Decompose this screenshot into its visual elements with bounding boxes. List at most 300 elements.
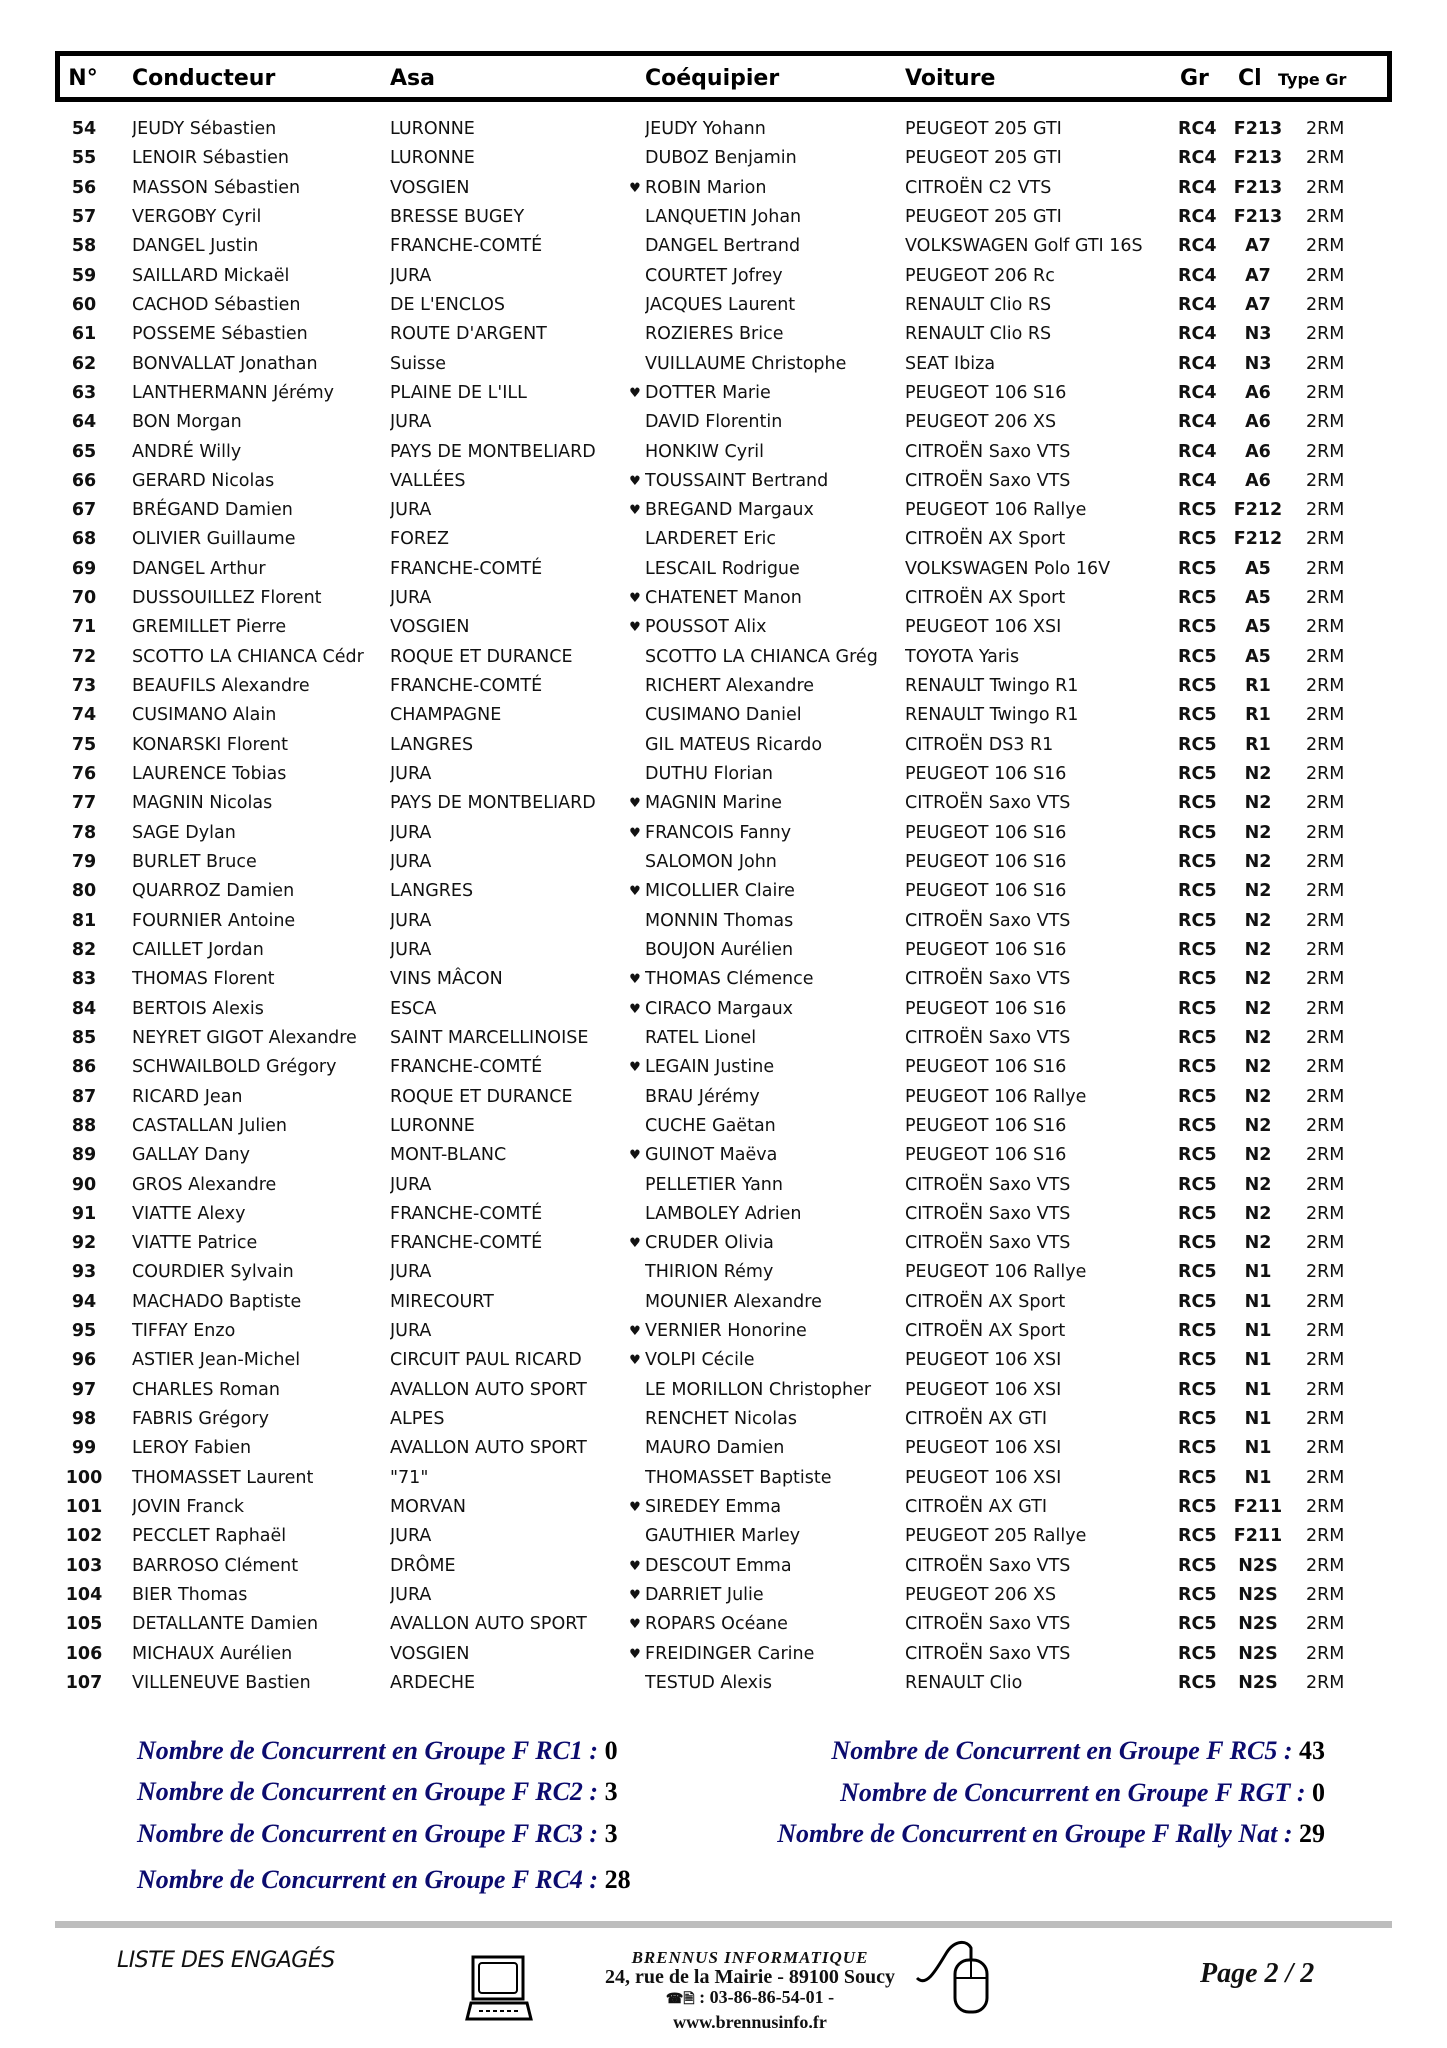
class: N2	[1244, 793, 1272, 814]
table-row	[0, 1669, 1447, 1698]
asa-name: ROQUE ET DURANCE	[390, 1086, 573, 1107]
driver-name: BON Morgan	[132, 412, 242, 433]
entry-number: 68	[71, 529, 97, 550]
type-gr: 2RM	[1306, 1145, 1345, 1166]
codriver-name: DUTHU Florian	[645, 764, 774, 785]
table-header	[55, 51, 1392, 102]
car-model: PEUGEOT 106 S16	[905, 1145, 1067, 1166]
driver-name: BONVALLAT Jonathan	[132, 353, 318, 374]
group: RC5	[1178, 1614, 1217, 1635]
group: RC4	[1178, 148, 1217, 169]
class: F213	[1233, 148, 1283, 169]
codriver-name: VUILLAUME Christophe	[645, 353, 847, 374]
codriver-name: DAVID Florentin	[645, 412, 783, 433]
car-model: PEUGEOT 106 Rallye	[905, 1262, 1087, 1283]
driver-name: LEROY Fabien	[132, 1438, 252, 1459]
group: RC4	[1178, 324, 1217, 345]
car-model: PEUGEOT 106 S16	[905, 1057, 1067, 1078]
entry-number: 97	[71, 1379, 97, 1400]
codriver-name: DANGEL Bertrand	[645, 236, 801, 257]
summary-value: 3	[604, 1819, 618, 1848]
asa-name: PAYS DE MONTBELIARD	[390, 441, 596, 462]
type-gr: 2RM	[1306, 1350, 1345, 1371]
class: F213	[1233, 119, 1283, 139]
codriver-name: DESCOUT Emma	[645, 1555, 792, 1576]
table-row	[0, 1405, 1447, 1434]
asa-name: AVALLON AUTO SPORT	[390, 1379, 587, 1400]
table-row	[0, 1610, 1447, 1639]
group: RC4	[1178, 206, 1217, 227]
codriver-name: LARDERET Eric	[645, 529, 777, 550]
codriver-name: CUCHE Gaëtan	[645, 1115, 776, 1136]
class: N2	[1244, 1233, 1272, 1254]
table-row	[0, 408, 1447, 437]
class: N1	[1244, 1262, 1272, 1283]
car-model: PEUGEOT 106 XSI	[905, 617, 1062, 638]
car-model: PEUGEOT 106 S16	[905, 939, 1067, 960]
type-gr: 2RM	[1306, 1467, 1345, 1488]
group: RC5	[1178, 852, 1217, 872]
table-row	[0, 1229, 1447, 1258]
class: F212	[1233, 500, 1283, 521]
class: N3	[1244, 353, 1272, 374]
driver-name: LAURENCE Tobias	[132, 764, 287, 785]
type-gr: 2RM	[1306, 1672, 1345, 1693]
table-row	[0, 1288, 1447, 1317]
codriver-name: LANQUETIN Johan	[645, 206, 802, 227]
type-gr: 2RM	[1306, 1174, 1345, 1195]
car-model: PEUGEOT 106 S16	[905, 822, 1067, 843]
entry-number: 65	[71, 441, 97, 462]
class: N1	[1244, 1321, 1272, 1342]
class: N2	[1244, 1145, 1272, 1166]
car-model: RENAULT Twingo R1	[905, 676, 1079, 697]
group: RC5	[1178, 588, 1217, 609]
entry-number: 73	[71, 676, 97, 697]
car-model: PEUGEOT 106 S16	[905, 881, 1067, 902]
class: A6	[1245, 382, 1271, 403]
table-row	[0, 1171, 1447, 1200]
class: N2	[1244, 1057, 1272, 1078]
codriver-name: BRAU Jérémy	[645, 1086, 760, 1107]
asa-name: LANGRES	[390, 881, 474, 902]
summary-label: Nombre de Concurrent en Groupe F RC4 :	[137, 1865, 599, 1894]
table-row	[0, 379, 1447, 408]
group: RC5	[1178, 1057, 1217, 1078]
class: N2	[1244, 939, 1272, 960]
entry-number: 64	[71, 412, 97, 433]
type-gr: 2RM	[1306, 119, 1345, 139]
heart-icon: ♥	[629, 1617, 641, 1633]
group: RC5	[1178, 1467, 1217, 1488]
codriver-name: GUINOT Maëva	[645, 1145, 778, 1166]
table-row	[0, 438, 1447, 467]
codriver-name: THIRION Rémy	[645, 1262, 774, 1283]
class: N2S	[1238, 1555, 1278, 1576]
asa-name: FRANCHE-COMTÉ	[390, 1057, 543, 1078]
group: RC5	[1178, 500, 1217, 521]
driver-name: LENOIR Sébastien	[132, 148, 289, 169]
asa-name: VALLÉES	[390, 470, 466, 491]
asa-name: ARDECHE	[390, 1672, 476, 1693]
header-codriver: Coéquipier	[645, 66, 780, 91]
entry-number: 55	[71, 148, 97, 169]
driver-name: MASSON Sébastien	[132, 177, 301, 198]
asa-name: FOREZ	[390, 529, 450, 550]
class: N2	[1244, 881, 1272, 902]
asa-name: CIRCUIT PAUL RICARD	[390, 1350, 582, 1371]
asa-name: MIRECOURT	[390, 1291, 494, 1312]
entry-number: 58	[71, 236, 97, 257]
group: RC5	[1178, 1321, 1217, 1342]
group: RC4	[1178, 119, 1217, 139]
group: RC5	[1178, 1203, 1217, 1224]
table-row	[0, 320, 1447, 349]
type-gr: 2RM	[1306, 1321, 1345, 1342]
table-row	[0, 144, 1447, 173]
table-row	[0, 1258, 1447, 1287]
car-model: PEUGEOT 205 GTI	[905, 119, 1062, 139]
car-model: PEUGEOT 106 S16	[905, 382, 1067, 403]
group: RC5	[1178, 793, 1217, 814]
driver-name: GALLAY Dany	[132, 1145, 250, 1166]
table-row	[0, 643, 1447, 672]
summary-value: 0	[604, 1736, 618, 1765]
group: RC4	[1178, 353, 1217, 374]
driver-name: BEAUFILS Alexandre	[132, 676, 310, 697]
asa-name: FRANCHE-COMTÉ	[390, 1203, 543, 1224]
table-row	[0, 1317, 1447, 1346]
entry-number: 91	[71, 1203, 97, 1224]
table-row	[0, 262, 1447, 291]
heart-icon: ♥	[629, 1236, 641, 1252]
table-row	[0, 1434, 1447, 1463]
table-row	[0, 350, 1447, 379]
driver-name: BURLET Bruce	[132, 852, 257, 872]
group: RC5	[1178, 1027, 1217, 1048]
class: N1	[1244, 1379, 1272, 1400]
table-row	[0, 819, 1447, 848]
entry-number: 99	[71, 1438, 97, 1459]
type-gr: 2RM	[1306, 265, 1345, 286]
type-gr: 2RM	[1306, 617, 1345, 638]
group: RC4	[1178, 294, 1217, 315]
entry-number: 92	[71, 1233, 97, 1254]
asa-name: MORVAN	[390, 1497, 466, 1518]
codriver-name: JACQUES Laurent	[645, 294, 796, 315]
entry-number: 85	[71, 1027, 97, 1048]
car-model: CITROËN AX Sport	[905, 1291, 1066, 1312]
codriver-name: THOMAS Clémence	[645, 969, 814, 990]
codriver-name: THOMASSET Baptiste	[645, 1467, 832, 1488]
entry-number: 82	[71, 939, 97, 960]
type-gr: 2RM	[1306, 206, 1345, 227]
driver-name: BERTOIS Alexis	[132, 998, 264, 1019]
car-model: CITROËN Saxo VTS	[905, 1174, 1071, 1195]
class: N2	[1244, 910, 1272, 931]
driver-name: ANDRÉ Willy	[132, 441, 242, 462]
asa-name: "71"	[390, 1467, 429, 1488]
table-row	[0, 1552, 1447, 1581]
type-gr: 2RM	[1306, 588, 1345, 609]
class: N1	[1244, 1291, 1272, 1312]
type-gr: 2RM	[1306, 705, 1345, 726]
asa-name: JURA	[390, 1585, 432, 1605]
driver-name: GREMILLET Pierre	[132, 617, 287, 638]
asa-name: PLAINE DE L'ILL	[390, 382, 527, 403]
asa-name: ROQUE ET DURANCE	[390, 646, 573, 667]
company-block	[590, 1948, 910, 2033]
group: RC5	[1178, 734, 1217, 755]
heart-icon: ♥	[629, 796, 641, 812]
group: RC5	[1178, 969, 1217, 990]
asa-name: FRANCHE-COMTÉ	[390, 558, 543, 579]
group: RC5	[1178, 1555, 1217, 1576]
class: N2	[1244, 822, 1272, 843]
driver-name: CACHOD Sébastien	[132, 294, 301, 315]
group: RC5	[1178, 1115, 1217, 1136]
type-gr: 2RM	[1306, 294, 1345, 315]
car-model: CITROËN Saxo VTS	[905, 1614, 1071, 1635]
asa-name: LURONNE	[390, 119, 475, 139]
entry-number: 76	[71, 764, 97, 785]
heart-icon: ♥	[629, 1588, 641, 1603]
table-row	[0, 1346, 1447, 1375]
class: N2S	[1238, 1643, 1278, 1664]
heart-icon: ♥	[629, 473, 641, 489]
class: N1	[1244, 1438, 1272, 1459]
car-model: CITROËN Saxo VTS	[905, 1643, 1071, 1664]
codriver-name: LAMBOLEY Adrien	[645, 1203, 802, 1224]
class: N1	[1244, 1350, 1272, 1371]
class: N1	[1244, 1409, 1272, 1430]
group: RC5	[1178, 1291, 1217, 1312]
page-number: Page 2 / 2	[1200, 1958, 1315, 1989]
codriver-name: FRANCOIS Fanny	[645, 822, 792, 843]
car-model: CITROËN AX Sport	[905, 1321, 1066, 1342]
entry-number: 107	[65, 1672, 103, 1693]
driver-name: CASTALLAN Julien	[132, 1115, 287, 1136]
group: RC5	[1178, 676, 1217, 697]
summary-value: 28	[604, 1865, 631, 1894]
entry-number: 83	[71, 969, 97, 990]
codriver-name: SIREDEY Emma	[645, 1497, 782, 1518]
driver-name: VILLENEUVE Bastien	[132, 1672, 311, 1693]
class: N2S	[1238, 1585, 1278, 1605]
car-model: VOLKSWAGEN Polo 16V	[905, 558, 1111, 579]
asa-name: LURONNE	[390, 1115, 475, 1136]
entry-number: 72	[71, 646, 97, 667]
header-type-gr: Type Gr	[1278, 70, 1347, 89]
company-address: 24, rue de la Mairie - 89100 Soucy	[605, 1966, 895, 1988]
codriver-name: MAGNIN Marine	[645, 793, 782, 814]
heart-icon: ♥	[629, 1646, 641, 1662]
codriver-name: PELLETIER Yann	[645, 1174, 783, 1195]
codriver-name: BOUJON Aurélien	[645, 939, 794, 960]
header-asa: Asa	[390, 66, 435, 91]
codriver-name: SALOMON John	[645, 852, 777, 872]
table-row	[0, 1376, 1447, 1405]
group: RC5	[1178, 1379, 1217, 1400]
table-row	[0, 760, 1447, 789]
group: RC5	[1178, 764, 1217, 785]
driver-name: TIFFAY Enzo	[132, 1321, 236, 1342]
codriver-name: CHATENET Manon	[645, 588, 802, 609]
codriver-name: TESTUD Alexis	[645, 1672, 773, 1693]
entry-number: 81	[71, 910, 97, 931]
company-contact	[590, 1987, 910, 2033]
entry-number: 75	[71, 734, 97, 755]
entry-number: 94	[71, 1291, 97, 1312]
driver-name: VIATTE Alexy	[132, 1203, 246, 1224]
type-gr: 2RM	[1306, 881, 1345, 902]
mouse-icon	[915, 1938, 997, 2018]
car-model: CITROËN C2 VTS	[905, 177, 1052, 198]
driver-name: THOMASSET Laurent	[132, 1467, 314, 1488]
entry-number: 105	[65, 1614, 103, 1635]
class: A6	[1245, 441, 1271, 462]
asa-name: AVALLON AUTO SPORT	[390, 1438, 587, 1459]
driver-name: KONARSKI Florent	[132, 734, 288, 755]
driver-name: THOMAS Florent	[132, 969, 275, 990]
entry-number: 96	[71, 1350, 97, 1371]
asa-name: JURA	[390, 939, 432, 960]
heart-icon: ♥	[629, 972, 641, 988]
class: F211	[1233, 1526, 1283, 1547]
group: RC4	[1178, 470, 1217, 491]
codriver-name: VERNIER Honorine	[645, 1321, 807, 1342]
codriver-name: GIL MATEUS Ricardo	[645, 734, 823, 755]
type-gr: 2RM	[1306, 676, 1345, 697]
asa-name: BRESSE BUGEY	[390, 206, 525, 227]
car-model: RENAULT Clio RS	[905, 294, 1052, 315]
contact-text: : 03-86-86-54-01 - www.brennusinfo.fr	[673, 1987, 835, 2032]
type-gr: 2RM	[1306, 793, 1345, 814]
class: N3	[1244, 324, 1272, 345]
summary-line	[777, 1819, 1325, 1849]
table-row	[0, 174, 1447, 203]
entry-number: 93	[71, 1262, 97, 1283]
car-model: CITROËN Saxo VTS	[905, 793, 1071, 814]
company-name: BRENNUS INFORMATIQUE	[631, 1948, 869, 1967]
asa-name: JURA	[390, 1262, 432, 1283]
header-num: N°	[68, 66, 98, 91]
driver-name: LANTHERMANN Jérémy	[132, 382, 335, 403]
driver-name: CAILLET Jordan	[132, 939, 264, 960]
type-gr: 2RM	[1306, 1614, 1345, 1635]
type-gr: 2RM	[1306, 1262, 1345, 1283]
type-gr: 2RM	[1306, 1379, 1345, 1400]
group: RC5	[1178, 1409, 1217, 1430]
group: RC5	[1178, 822, 1217, 843]
summary-value: 3	[604, 1777, 618, 1806]
heart-icon: ♥	[629, 180, 641, 196]
driver-name: DETALLANTE Damien	[132, 1614, 319, 1635]
asa-name: ROUTE D'ARGENT	[390, 324, 547, 345]
asa-name: JURA	[390, 852, 432, 872]
asa-name: FRANCHE-COMTÉ	[390, 676, 543, 697]
type-gr: 2RM	[1306, 441, 1345, 462]
car-model: SEAT Ibiza	[905, 353, 996, 374]
class: A5	[1245, 646, 1271, 667]
table-row	[0, 789, 1447, 818]
group: RC4	[1178, 265, 1217, 286]
type-gr: 2RM	[1306, 1086, 1345, 1107]
asa-name: JURA	[390, 265, 432, 286]
driver-name: POSSEME Sébastien	[132, 324, 308, 345]
codriver-name: ROZIERES Brice	[645, 324, 784, 345]
car-model: PEUGEOT 205 GTI	[905, 148, 1062, 169]
codriver-name: POUSSOT Alix	[645, 617, 767, 638]
type-gr: 2RM	[1306, 1057, 1345, 1078]
car-model: CITROËN Saxo VTS	[905, 1233, 1071, 1254]
driver-name: DANGEL Arthur	[132, 558, 266, 579]
asa-name: VINS MÂCON	[390, 969, 503, 990]
heart-icon: ♥	[629, 1060, 641, 1076]
driver-name: SAGE Dylan	[132, 822, 236, 843]
entry-number: 88	[71, 1115, 97, 1136]
asa-name: VOSGIEN	[390, 617, 470, 638]
class: A6	[1245, 412, 1271, 433]
asa-name: Suisse	[390, 353, 447, 374]
table-row	[0, 995, 1447, 1024]
group: RC4	[1178, 441, 1217, 462]
class: F211	[1233, 1497, 1283, 1518]
class: N2S	[1238, 1614, 1278, 1635]
heart-icon: ♥	[629, 620, 641, 636]
group: RC4	[1178, 236, 1217, 257]
entry-number: 80	[71, 881, 97, 902]
driver-name: SAILLARD Mickaël	[132, 265, 290, 286]
codriver-name: CRUDER Olivia	[645, 1233, 774, 1254]
type-gr: 2RM	[1306, 822, 1345, 843]
entry-number: 70	[71, 588, 97, 609]
car-model: CITROËN Saxo VTS	[905, 1555, 1071, 1576]
codriver-name: RICHERT Alexandre	[645, 676, 815, 697]
car-model: RENAULT Clio RS	[905, 324, 1052, 345]
asa-name: CHAMPAGNE	[390, 705, 502, 726]
entry-number: 78	[71, 822, 97, 843]
header-car: Voiture	[905, 66, 996, 91]
car-model: PEUGEOT 206 Rc	[905, 265, 1055, 286]
class: F213	[1233, 206, 1283, 227]
class: N2	[1244, 998, 1272, 1019]
table-row	[0, 291, 1447, 320]
entry-number: 57	[71, 206, 97, 227]
driver-name: RICARD Jean	[132, 1086, 243, 1107]
group: RC5	[1178, 1086, 1217, 1107]
asa-name: JURA	[390, 412, 432, 433]
entry-number: 100	[65, 1467, 103, 1488]
driver-name: BIER Thomas	[132, 1585, 248, 1605]
table-row	[0, 525, 1447, 554]
table-row	[0, 115, 1447, 144]
summary-value: 43	[1299, 1736, 1325, 1765]
summary-line	[840, 1778, 1325, 1808]
car-model: PEUGEOT 106 S16	[905, 1115, 1067, 1136]
group: RC5	[1178, 617, 1217, 638]
driver-name: JEUDY Sébastien	[132, 119, 277, 139]
asa-name: AVALLON AUTO SPORT	[390, 1614, 587, 1635]
codriver-name: RENCHET Nicolas	[645, 1409, 797, 1430]
heart-icon: ♥	[629, 825, 641, 841]
driver-name: SCOTTO LA CHIANCA Cédr	[132, 646, 364, 667]
group: RC5	[1178, 998, 1217, 1019]
entry-number: 60	[71, 294, 97, 315]
table-row	[0, 1083, 1447, 1112]
summary-label: Nombre de Concurrent en Groupe F RC1 :	[137, 1736, 599, 1765]
class: N2	[1244, 1027, 1272, 1048]
